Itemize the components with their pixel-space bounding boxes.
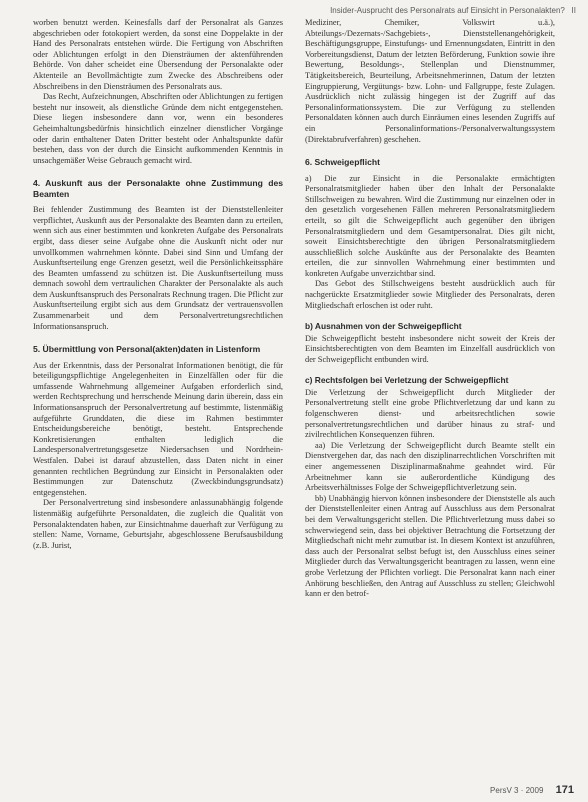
issue-label: PersV 3 · 2009 [490,786,544,795]
page-mark: II [571,6,576,15]
paragraph: aa) Die Verletzung der Schweigepflicht durch Beamte stellt ein Dienstvergehen dar, das nach den disziplinarrechtlichen Vorschriften mit einer angemessenen Disziplinarmaßnahme geahndet wird. Für Arbeitnehmer kann sie außerordentliche Kündigung des Arbeitsverhältnisses Folge der Schweigepflichtverletzung sein. [305,440,555,493]
running-header [276,6,576,15]
paragraph: Aus der Erkenntnis, dass der Personalrat Informationen benötigt, die für beteiligungspflichtige Angelegenheiten in Einzelfällen oder für die umfassende Wahrnehmung allgemeiner Aufgaben erforderlich sind, werden Rechtsprechung und herrschende Meinung darin überein, dass ein Informationsanspruch der Personalvertretung auf bestimmte, listenmäßig aufgeführte Grunddaten, die diese im Rahmen bestimmter Entscheidungsbereiche benötigt, besteht. Entsprechende Konkretisierungen enthalten lediglich die Landespersonalvertretungsgesetze Niedersachsen und Nordrhein-Westfalen. Dabei ist darauf abzustellen, dass Daten nicht in einer genannten rechtlichen Begründung zur Einsicht in Personalakten oder Bestimmungen zur Datenschutz (Zweckbindungsgrundsatz) entgegenstehen. [33,360,283,497]
paragraph: Das Gebot des Stillschweigens besteht ausdrücklich auch für nachgerückte Ersatzmitglieder sowie Mitglieder des Personalrats, deren Mitgliedschaft erloschen ist oder ruht. [305,279,555,310]
paragraph: Die Schweigepflicht besteht insbesondere nicht soweit der Kreis der Einsichtsberechtigten von dem Beamten im Einzelfall ausdrücklich von der Schweigepflicht entbunden wird. [305,333,555,364]
subheading-c: c) Rechtsfolgen bei Verletzung der Schweigepflicht [305,375,509,386]
subheading-b: b) Ausnahmen von der Schweigepflicht [305,321,462,332]
paragraph: Die Verletzung der Schweigepflicht durch Mitglieder der Personalvertretung stellt eine grobe Pflichtverletzung dar und kann zu folgenschweren dienst- und arbeitsrechtlichen sowie personalvertretungsrechtlichen und darüber hinaus zu straf- und zivilrechtlichen Konsequenzen führen. [305,387,555,440]
paragraph: Das Recht, Aufzeichnungen, Abschriften oder Ablichtungen zu fertigen besteht nur insoweit, als dienstliche Gründe dem nicht entgegenstehen. Diese liegen insbesondere dann vor, wenn ein besonderes Geheimhaltungsbedürfnis hinsichtlich einzelner dienstlicher Vorgänge oder darin enthaltener Daten Dritter besteht oder Anhaltspunkte dafür bestehen, dass von der durch die Einsicht aufkommenden Kenntnis in unsachgemäßer Weise Gebrauch gemacht wird. [33,92,283,165]
paragraph: a) Die zur Einsicht in die Personalakte ermächtigten Personalratsmitglieder haben über den Inhalt der Personalakte Stillschweigen zu bewahren. Wird die Zustimmung nur einzelnen oder in den gesetzlich vorgesehenen Fällen mehreren Personalratsmitgliedern erteilt, so gilt die Schweigepflicht auch gegenüber den übrigen Personalratsmitgliedern und dem Gesamtpersonalrat. Dies gilt nicht, soweit Einsichtsberechtigte den übrigen Personalratsmitgliedern ausschließlich solche Auskünfte aus der Personalakte des Beamten erteilen, die zur sinnvollen Wahrnehmung einer bestimmten und konkreten Aufgabe unverzichtbar sind. [305,173,555,278]
section-heading-6: 6. Schweigepflicht [305,157,380,168]
paragraph: bb) Unabhängig hiervon können insbesondere der Dienststelle als auch der Dienststellenleiter einen Antrag auf Ausschluss aus dem Personalrat bei dem Verwaltungsgericht stellen. Die Pflichtverletzung muss dabei so schwerwiegend sein, dass bei objektiver Betrachtung die Fortsetzung der Mitgliedschaft nicht mehr zumutbar ist. In diesem Kontext ist anzuführen, dass auch der Personalrat selbst befugt ist, den Ausschluss eines seiner Mitglieder durch das Verwaltungsgericht beantragen zu lassen, wenn eine grobe Verletzung der Pflichten vorliegt. Die Personalrat kann nach einer Anhörung beschließen, den Antrag auf Ausschluss zu stellen; Gleichwohl kann er den betrof- [305,493,555,599]
paragraph: Bei fehlender Zustimmung des Beamten ist der Dienststellenleiter verpflichtet, Auskunft aus der Personalakte des Beamten dann zu erteilen, wenn sich aus einer bestimmten und konkreten Aufgabe des Personalrats ergibt, dass dieser seine Aufgabe ohne die Auskunft nicht oder nur unvollkommen wahrnehmen könnte. Dabei sind Sinn und Umfang der Auskunftserteilung enge Grenzen gesetzt, weil die Persönlichkeitssphäre des Beamten umfassend zu schützen ist. Die Auskunftserteilung muss demnach sowohl dem vertraulichen Charakter der Personalakte als auch dem Auskunftsanspruch des Personalrats Rechnung tragen. Die Pflicht zur Auskunftserteilung ergibt sich aus dem Grundsatz der vertrauensvollen Zusammenarbeit und dem Personalvertretungsrechtlichen Informationsanspruch. [33,205,283,331]
paragraph: Der Personalvertretung sind insbesondere anlassunabhängig folgende listenmäßig aufgeführte Personaldaten, die zugleich die Qualität von Personalaktendaten haben, zur Einsichtnahme dauerhaft zur Verfügung zu stellen: Name, Vorname, Geburtsjahr, abgeschlossene Berufsausbildung (z.B. Jurist, [33,498,283,550]
paragraph: Mediziner, Chemiker, Volkswirt u.ä.), Abteilungs-/Dezernats-/Sachgebiets-, Dienststellenangehörigkeit, Beschäftigungsgruppe, Einstufungs- und Ernennungsdaten, Eintritt in den Vorbereitungsdienst, Datum der letzten Beförderung, Funktion sowie ihre Bewertung, Besoldungs-, Stellenplan und Dienstnummer, Tätigkeitsbereich, Beurteilung, Arbeitsnehmerinnen, Datum der letzten Eingruppierung, Vergütungs- bzw. Lohn- und Fallgruppe, feste Zulagen. Ausdrücklich nicht zulässig hingegen ist der Zugriff auf das Personalinformationssystem. Die zur Verfügung zu stellenden Personaldaten können auch durch Einräumen eines lesenden Zugriffs auf ein Personalinformations-/Personalverwaltungssystem (Direktabrufverfahren) geschehen. [305,18,555,144]
section-heading-4: 4. Auskunft aus der Personalakte ohne Zustimmung des Beamten [33,178,283,199]
page-number: 171 [555,784,574,796]
left-column [33,18,283,551]
page-footer [490,784,574,796]
paragraph: worben benutzt werden. Keinesfalls darf der Personalrat als Ganzes abgeschrieben oder fotokopiert werden, da sonst eine Doppelakte in der Hand des Personalrats entstehen würde. Die Fertigung von Abschriften oder Ablichtungen erfolgt in den Diensträumen der aktenführenden Behörde. Von daher scheidet eine Übersendung der Personalakte oder Aktenteile an Bevollmächtigte zum Zwecke des Abschreibens oder Abschreibens in den Diensträumen des Personalrats aus. [33,18,283,91]
section-heading-5: 5. Übermittlung von Personal(akten)daten in Listenform [33,344,261,355]
running-title: Insider-Ausprucht des Personalrats auf Einsicht in Personalakten? [330,6,565,15]
right-column [305,18,555,600]
